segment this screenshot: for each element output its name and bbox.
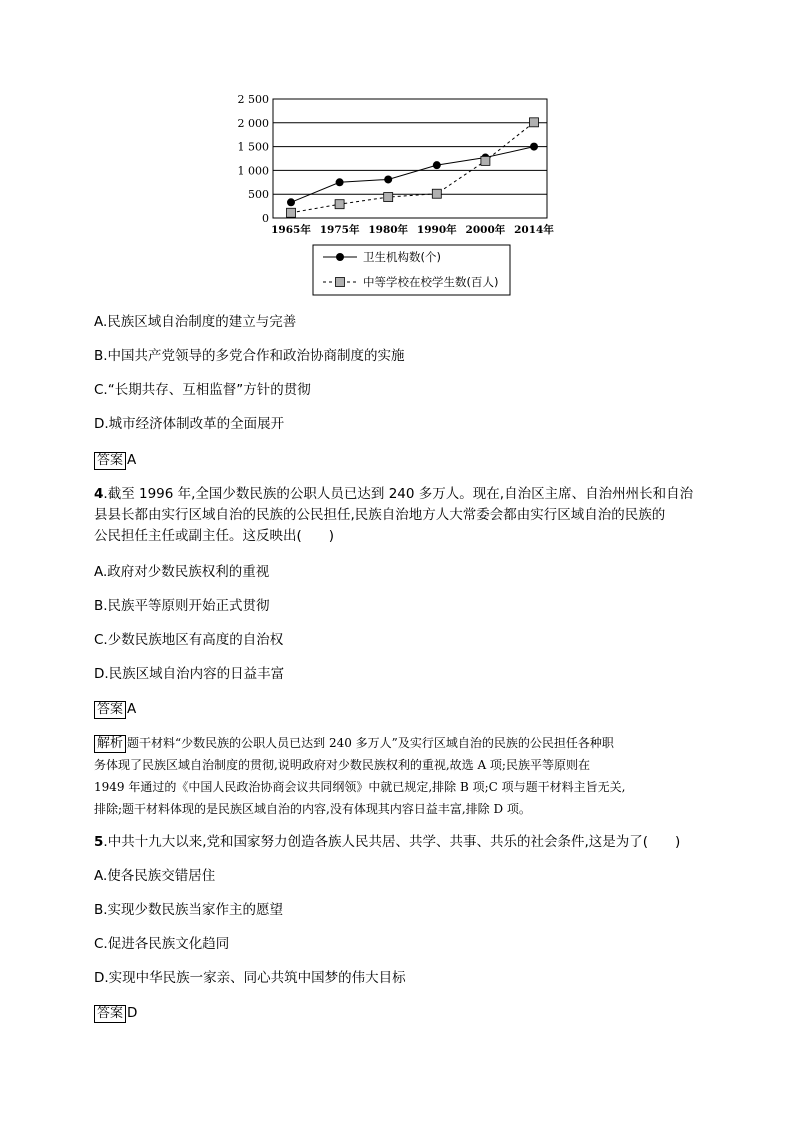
- q4-stem: [94, 484, 714, 547]
- data-point: [335, 200, 344, 209]
- q5-answer-value: D: [127, 1005, 138, 1021]
- q3-answer-value: A: [127, 452, 137, 468]
- q5-option-a: A.使各民族交错居住: [94, 868, 216, 884]
- chart-grid: [273, 99, 547, 218]
- answer-tag: 答案: [94, 1005, 126, 1023]
- chart-legend: [313, 245, 510, 295]
- data-point: [433, 161, 441, 169]
- q3-option-d: D.城市经济体制改革的全面展开: [94, 416, 285, 432]
- data-point: [530, 118, 539, 127]
- x-axis-ticks: [271, 223, 554, 236]
- q4-answer: [94, 699, 136, 719]
- q3-option-a: A.民族区域自治制度的建立与完善: [94, 314, 297, 330]
- data-point: [530, 143, 538, 151]
- q5-option-c: C.促进各民族文化趋同: [94, 936, 230, 952]
- y-tick-label: 1 000: [237, 164, 269, 178]
- chart-series: [287, 118, 539, 217]
- q4-analysis-line-2: 务体现了民族区域自治制度的贯彻,说明政府对少数民族权利的重视,故选 A 项;民族平等原则在: [94, 758, 590, 772]
- q4-analysis-line-3: 1949 年通过的《中国人民政治协商会议共同纲领》中就已规定,排除 B 项;C 项与题干材料主旨无关,: [94, 780, 626, 794]
- data-point: [287, 198, 295, 206]
- y-axis-ticks: [238, 93, 270, 225]
- y-tick-label: 2 500: [237, 93, 269, 106]
- x-tick-label: 1975年: [319, 224, 360, 236]
- q4-stem-line-2: 县县长都由实行区域自治的民族的公民担任,民族自治地方人大常委会都由实行区域自治的民族的: [94, 507, 666, 523]
- y-tick-label: 2 000: [237, 116, 269, 130]
- q5-stem-text: .中共十九大以来,党和国家努力创造各族人民共居、共学、共事、共乐的社会条件,这是为了( ): [103, 834, 681, 850]
- legend-label: 卫生机构数(个): [363, 250, 441, 264]
- q4-answer-value: A: [127, 701, 137, 717]
- plot-frame: [273, 99, 547, 218]
- q5-number: 5: [94, 834, 104, 850]
- x-tick-label: 2014年: [514, 224, 554, 236]
- answer-tag: 答案: [94, 452, 126, 470]
- x-tick-label: 2000年: [465, 224, 506, 236]
- q4-stem-line-1: .截至 1996 年,全国少数民族的公职人员已达到 240 多万人。现在,自治区主席、自治州州长和自治: [103, 486, 694, 502]
- legend-marker: [336, 253, 344, 261]
- data-point: [384, 175, 392, 183]
- answer-tag: 答案: [94, 701, 126, 719]
- data-point: [481, 156, 490, 165]
- q5-option-b: B.实现少数民族当家作主的愿望: [94, 902, 284, 918]
- q4-option-a: A.政府对少数民族权利的重视: [94, 564, 270, 580]
- line-chart: [225, 88, 565, 303]
- q4-option-b: B.民族平等原则开始正式贯彻: [94, 598, 270, 614]
- q4-analysis-line-1: 题干材料“少数民族的公职人员已达到 240 多万人”及实行区域自治的民族的公民担任各种职: [127, 736, 614, 750]
- analysis-tag: 解析: [94, 735, 126, 753]
- q4-number: 4: [94, 486, 104, 502]
- q3-option-b: B.中国共产党领导的多党合作和政治协商制度的实施: [94, 348, 405, 364]
- data-point: [384, 193, 393, 202]
- data-point: [432, 189, 441, 198]
- q4-analysis-line-4: 排除;题干材料体现的是民族区域自治的内容,没有体现其内容日益丰富,排除 D 项。: [94, 802, 531, 816]
- y-tick-label: 500: [248, 188, 269, 202]
- q5-answer: [94, 1003, 137, 1023]
- q5-stem: [94, 832, 680, 852]
- y-tick-label: 1 500: [237, 140, 269, 154]
- q4-analysis: [94, 732, 734, 820]
- x-tick-label: 1990年: [416, 224, 457, 236]
- q4-option-d: D.民族区域自治内容的日益丰富: [94, 666, 285, 682]
- legend-label: 中等学校在校学生数(百人): [363, 275, 499, 289]
- data-point: [287, 208, 296, 217]
- series-line-2: [291, 122, 534, 212]
- x-tick-label: 1980年: [368, 224, 409, 236]
- q4-option-c: C.少数民族地区有高度的自治权: [94, 632, 284, 648]
- legend-marker: [336, 278, 345, 287]
- q3-answer: [94, 450, 136, 470]
- y-tick-label: 0: [262, 212, 269, 225]
- q4-stem-line-3: 公民担任主任或副主任。这反映出( ): [94, 528, 335, 544]
- data-point: [336, 178, 344, 186]
- x-tick-label: 1965年: [271, 224, 311, 236]
- q3-option-c: C.“长期共存、互相监督”方针的贯彻: [94, 382, 311, 398]
- q5-option-d: D.实现中华民族一家亲、同心共筑中国梦的伟大目标: [94, 970, 406, 986]
